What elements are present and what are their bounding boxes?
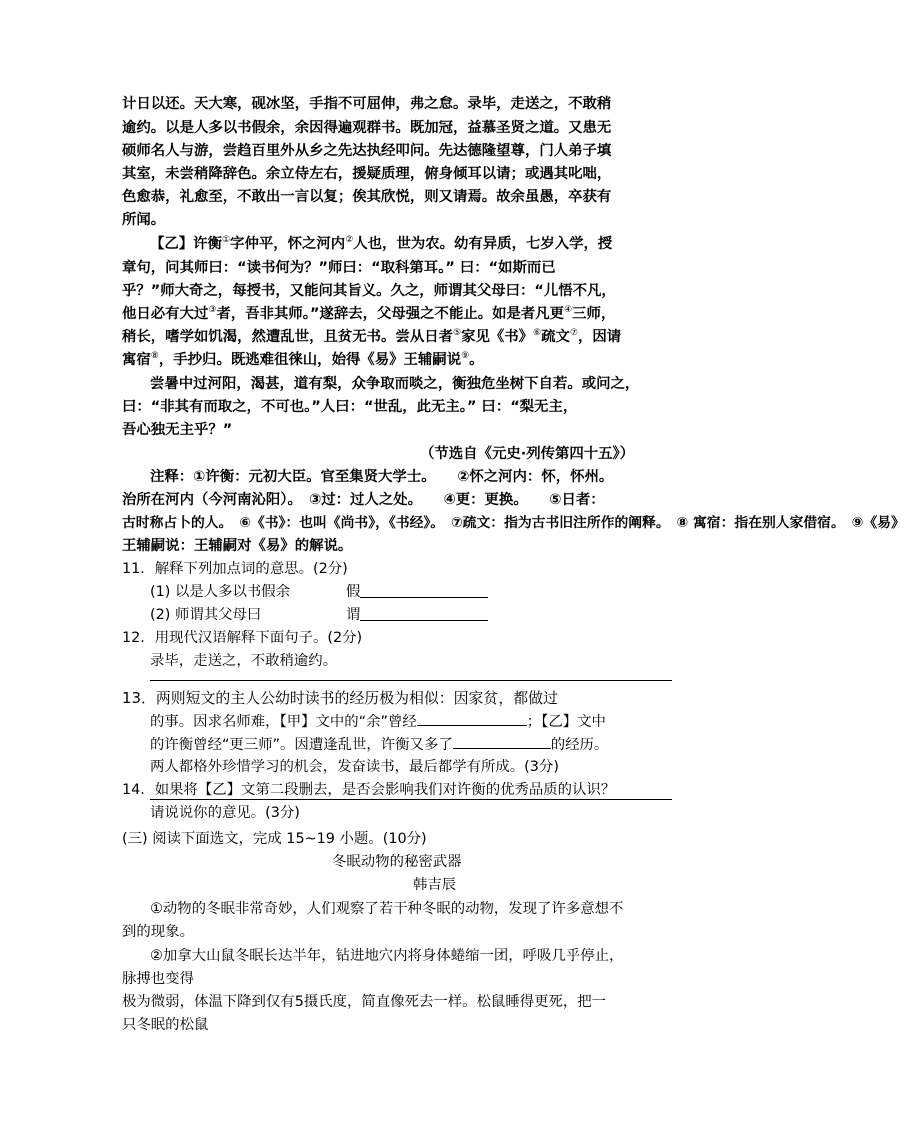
yi-line-4: 他日必有大过③者，吾非其师。”遂辞去，父母强之不能止。如是者凡更④三师， — [122, 305, 616, 322]
q11-item-1-word: 假 — [346, 584, 361, 600]
jia-line-3: 硕师名人与游，尝趋百里外从乡之先达执经叩问。先达德隆望尊，门人弟子填 — [122, 143, 612, 159]
article-p1-line-1: ①动物的冬眠非常奇妙，人们观察了若干种冬眠的动物，发现了许多意想不 — [150, 901, 624, 917]
q11-item-2: (2) 师谓其父母曰 — [150, 607, 262, 623]
q13-line-2: 的事。因求名师难，【甲】文中的“余”曾经 ；【乙】文中 — [150, 711, 606, 732]
yi-line-5: 稍长，嗜学如饥渴，然遭乱世，且贫无书。尝从日者⑤家见《书》⑥疏文⑦，因请 — [122, 328, 622, 345]
yi-line-2: 章句，问其师曰：“读书何为？”师曰：“取科第耳。” 曰：“如斯而已 — [122, 260, 556, 276]
q14-answer-line[interactable] — [150, 799, 672, 800]
q12-stem: 12．用现代汉语解释下面句子。(2分) — [122, 630, 363, 646]
article-author: 韩吉辰 — [413, 877, 457, 893]
q14-line-2: 请说说你的意见。(3分) — [150, 805, 300, 821]
yi-line-6: 寓宿⑧，手抄归。既逃难徂徕山，始得《易》王辅嗣说⑨。 — [122, 351, 484, 368]
article-p1-line-2: 到的现象。 — [122, 924, 194, 940]
note-line-1: 注释：①许衡：元初大臣。官至集贤大学士。 ②怀之河内：怀，怀州。 — [150, 469, 614, 485]
yi-p2-line-2: 曰：“非其有而取之，不可也。”人曰：“世乱，此无主。” 曰：“梨无主， — [122, 399, 578, 415]
q12-answer-line[interactable] — [150, 680, 672, 681]
note-line-4: 王辅嗣说：王辅嗣对《易》的解说。 — [122, 538, 353, 554]
yi-p2-line-3: 吾心独无主乎？” — [122, 422, 233, 438]
article-title: 冬眠动物的秘密武器 — [332, 854, 462, 870]
q13-line-1: 13．两则短文的主人公幼时读书的经历极为相似：因家贫，都做过 — [122, 689, 558, 707]
q13-blank-2[interactable] — [453, 734, 551, 749]
article-p2-line-1: ②加拿大山鼠冬眠长达半年，钻进地穴内将身体蜷缩一团，呼吸几乎停止， — [150, 948, 624, 964]
q12-sentence: 录毕，走送之，不敢稍逾约。 — [150, 653, 338, 669]
q11-answer-blank-1[interactable] — [360, 597, 488, 598]
yi-line-3: 乎？”师大奇之，每授书，又能问其旨义。久之，师谓其父母曰：“儿悟不凡， — [122, 283, 616, 299]
jia-line-4: 其室，未尝稍降辞色。余立侍左右，援疑质理，俯身倾耳以请；或遇其叱咄， — [122, 166, 612, 182]
q14-line-1: 14．如果将【乙】文第二段删去，是否会影响我们对许衡的优秀品质的认识？ — [122, 782, 616, 798]
q13-line-4: 两人都格外珍惜学习的机会，发奋读书，最后都学有所成。(3分) — [150, 759, 559, 775]
yi-line-1: 【乙】许衡①字仲平，怀之河内②人也，世为农。幼有异质，七岁入学，授 — [150, 235, 613, 252]
q11-stem: 11．解释下列加点词的意思。(2分) — [122, 561, 348, 577]
q13-blank-1[interactable] — [417, 711, 527, 726]
section3-heading: (三) 阅读下面选文，完成 15~19 小题。(10分) — [122, 831, 427, 847]
article-p2-line-4: 只冬眠的松鼠 — [122, 1017, 209, 1033]
yi-source: （节选自《元史·列传第四十五》） — [420, 446, 635, 462]
jia-line-6: 所闻。 — [122, 212, 166, 228]
article-p2-line-2: 脉搏也变得 — [122, 971, 194, 987]
jia-line-2: 逾约。以是人多以书假余，余因得遍观群书。既加冠，益慕圣贤之道。又患无 — [122, 120, 612, 136]
note-line-3: 古时称占卜的人。 ⑥《书》：也叫《尚书》，《书经》。 ⑦疏文：指为古书旧注所作的阐释。 ⑧ 寓宿：指在别人家借宿。 ⑨《易》 — [122, 515, 905, 531]
q11-item-1: (1) 以是人多以书假余 — [150, 584, 291, 600]
note-line-2: 治所在河内（今河南沁阳）。 ③过：过人之处。 ④更：更换。 ⑤日者： — [122, 492, 605, 508]
jia-line-1: 计日以还。天大寒，砚冰坚，手指不可屈伸，弗之怠。录毕，走送之，不敢稍 — [122, 96, 612, 112]
article-p2-line-3: 极为微弱，体温下降到仅有5摄氏度，简直像死去一样。松鼠睡得更死，把一 — [122, 994, 607, 1010]
q11-item-2-word: 谓 — [346, 607, 361, 623]
jia-line-5: 色愈恭，礼愈至，不敢出一言以复；俟其欣悦，则又请焉。故余虽愚，卒获有 — [122, 189, 612, 205]
q11-answer-blank-2[interactable] — [360, 620, 488, 621]
yi-p2-line-1: 尝暑中过河阳，渴甚，道有梨，众争取而啖之，衡独危坐树下自若。或问之， — [150, 376, 640, 392]
q13-line-3: 的许衡曾经“更三师”。因遭逢乱世，许衡又多了 的经历。 — [150, 734, 608, 755]
